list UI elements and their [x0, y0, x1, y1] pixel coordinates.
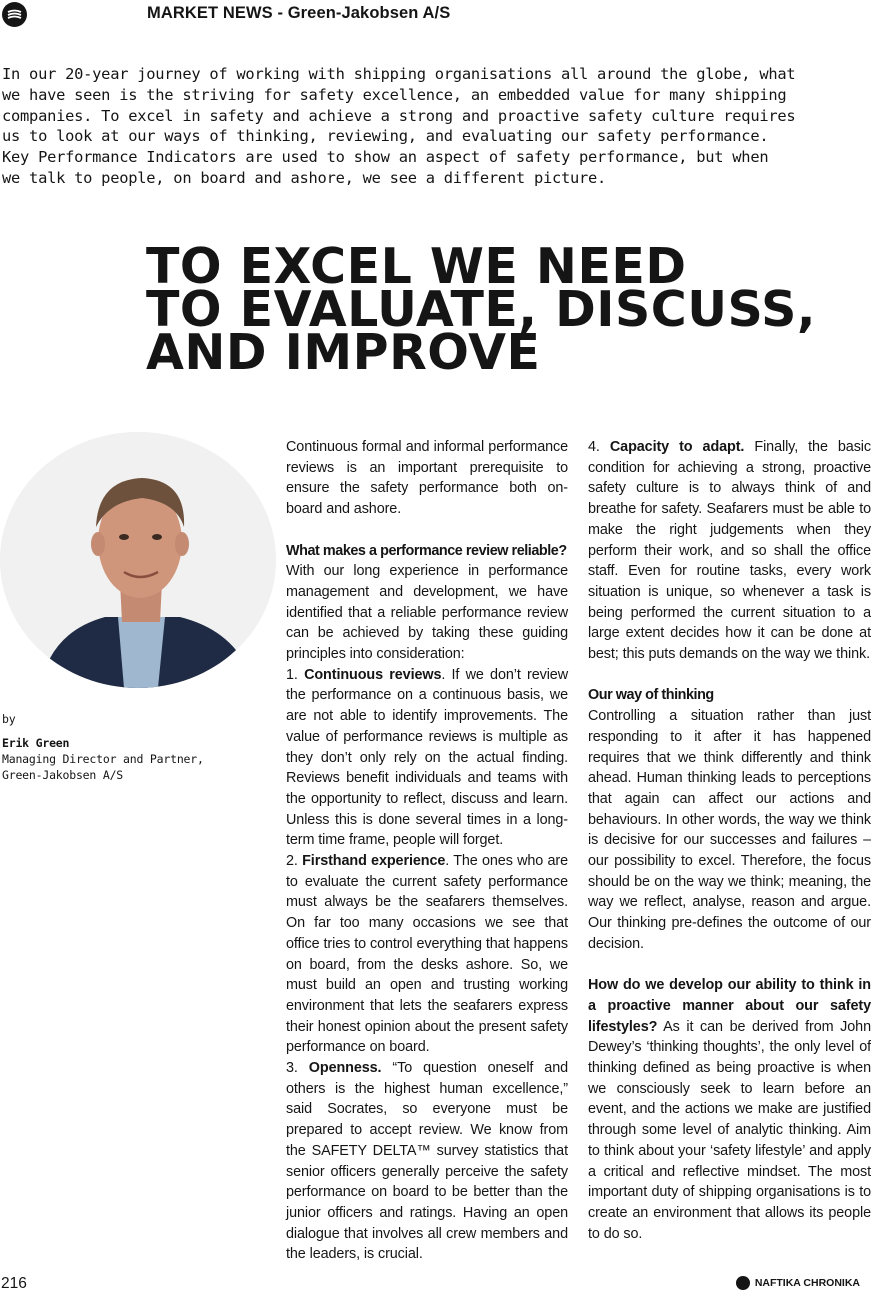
headline-line: TO EXCEL WE NEED [146, 238, 687, 295]
intro-line: In our 20-year journey of working with shipping organisations all around the globe, what [2, 65, 796, 83]
inline-subheading: How do we develop our ability to think in a proactive manner about our safety lifestyles? [588, 977, 871, 1035]
body-paragraph: Continuous formal and informal performance reviews is an important prerequisite to ensure the safety performance both on-board and ashore. [286, 439, 568, 518]
intro-line: we have seen is the striving for safety excellence, an embedded value for many shipping [2, 85, 787, 104]
body-paragraph: Controlling a situation rather than just responding to it after it has happened requires that we think differently and think ahead. Human thinking leads to perceptions that again can affect our actions and behaviours. In other words, the way we think is decisive for our successes and failures – our possibility to excel. Therefore, the focus should be on the way we think; meaning, the way we reflect, analyse, reason and argue. Our thinking pre-defines the outcome of our decision. [588, 708, 871, 952]
intro-paragraph [2, 64, 870, 189]
principle-title: Openness. [308, 1060, 382, 1077]
subheading: Our way of thinking [588, 687, 714, 704]
principle-title: Continuous reviews [304, 666, 442, 683]
headline-line: TO EVALUATE, DISCUSS, [146, 281, 817, 338]
principle-item: 1. Continuous reviews. If we don’t review the performance on a continuous basis, we are not able to identify improvements. The value of performance reviews is multiple as they don’t only rely on the actual finding. Reviews benefit individuals and teams with the opportunity to reflect, discuss and learn. Unless this is done several times in a long-term time frame, people will forget. [286, 666, 568, 849]
principle-item: 2. Firsthand experience. The ones who are to evaluate the current safety performance must always be the seafarers themselves. On far too many occasions we see that office tries to control everything that happens on board, from the desks ashore. So, we must build an open and trusting working environment that lets the seafarers express their honest opinion about the present safety performance on board. [286, 853, 568, 1056]
principle-text: . The ones who are to evaluate the current safety performance must always be the seafarers themselves. On far too many occasions we see that office tries to control everything that happens on board, from the desks ashore. So, we must build an open and trusting working environment that lets the seafarers express their honest opinion about the present safety performance on board. [286, 853, 568, 1056]
article-headline [146, 238, 866, 381]
principle-item: 4. Capacity to adapt. Finally, the basic condition for achieving a strong, proactive safety culture is to always think of and breathe for safety. Seafarers must be able to make the right judgements when they perform their work, and so shall the office staff. Even for routine tasks, every work situation is unique, so whenever a task is being performed the current situation to a large extent decides how it can be done at best; this puts demands on the way we think. [588, 439, 871, 663]
subheading: What makes a performance review reliable? [286, 542, 567, 559]
page-number: 216 [1, 1275, 27, 1291]
footer-brand [736, 1276, 860, 1290]
naftika-logo-icon [736, 1276, 750, 1290]
headline-line: AND IMPROVE [146, 324, 541, 381]
author-role: Managing Director and Partner, [2, 752, 204, 766]
waves-logo-icon [2, 2, 27, 27]
author-name: Erik Green [2, 736, 70, 750]
intro-line: Key Performance Indicators are used to show an aspect of safety performance, but when [2, 148, 769, 167]
byline-prefix: by [2, 712, 16, 726]
intro-line: companies. To excel in safety and achieve a strong and proactive safety culture requires [2, 106, 796, 125]
principle-text: . If we don’t review the performance on a continuous basis, we are not able to identify improvements. The value of performance reviews is multiple as they don’t only rely on the actual finding. Reviews benefit individuals and teams with the opportunity to reflect, discuss and learn. Unless this is done several times in a long-term time frame, people will forget. [286, 666, 568, 849]
article-column-2 [588, 437, 871, 1244]
body-paragraph: With our long experience in performance management and development, we have identified that a reliable performance review can be achieved by taking these guiding principles into consideration: [286, 563, 568, 663]
intro-line: us to look at our ways of thinking, reviewing, and evaluating our safety performance. [2, 127, 769, 146]
article-column-1 [286, 437, 568, 1265]
author-portrait [0, 432, 276, 688]
principle-title: Capacity to adapt. [609, 439, 745, 455]
author-company: Green-Jakobsen A/S [2, 768, 124, 782]
intro-line: we talk to people, on board and ashore, we see a different picture. [2, 168, 607, 187]
principle-text: “To question oneself and others is the highest human excellence,” said Socrates, so everyone must be prepared to accept review. We know from the SAFETY DELTA™ survey statistics that senior officers generally perceive the safety performance on board to be better than the junior officers and ratings. Having an open dialogue that involves all crew members and the leaders, is crucial. [286, 1060, 568, 1263]
section-title: MARKET NEWS - Green-Jakobsen A/S [147, 4, 451, 22]
principle-title: Firsthand experience [302, 853, 446, 870]
author-byline [2, 711, 204, 783]
principle-text: Finally, the basic condition for achieving a strong, proactive safety culture is to always think of and breathe for safety. Seafarers must be able to make the right judgements when they perform their work, and so shall the office staff. Even for routine tasks, every work situation is unique, so whenever a task is being performed the current situation to a large extent decides how it can be done at best; this puts demands on the way we think. [588, 439, 871, 663]
body-paragraph: How do we develop our ability to think in a proactive manner about our safety lifestyles? As it can be derived from John Dewey’s ‘thinking thoughts’, the only level of thinking defined as being proactive is when we consciously seek to learn before an event, and the actions we make are justified through some level of analytic thinking. Aim to think about your ‘safety lifestyle’ and apply a critical and reflective mindset. The most important duty of shipping organisations is to create an environment that allows its people to do so. [588, 977, 871, 1242]
brand-name: NAFTIKA CHRONIKA [754, 1277, 860, 1289]
principle-item: 3. Openness. “To question oneself and others is the highest human excellence,” said Socrates, so everyone must be prepared to accept review. We know from the SAFETY DELTA™ survey statistics that senior officers generally perceive the safety performance on board to be better than the junior officers and ratings. Having an open dialogue that involves all crew members and the leaders, is crucial. [286, 1060, 568, 1263]
